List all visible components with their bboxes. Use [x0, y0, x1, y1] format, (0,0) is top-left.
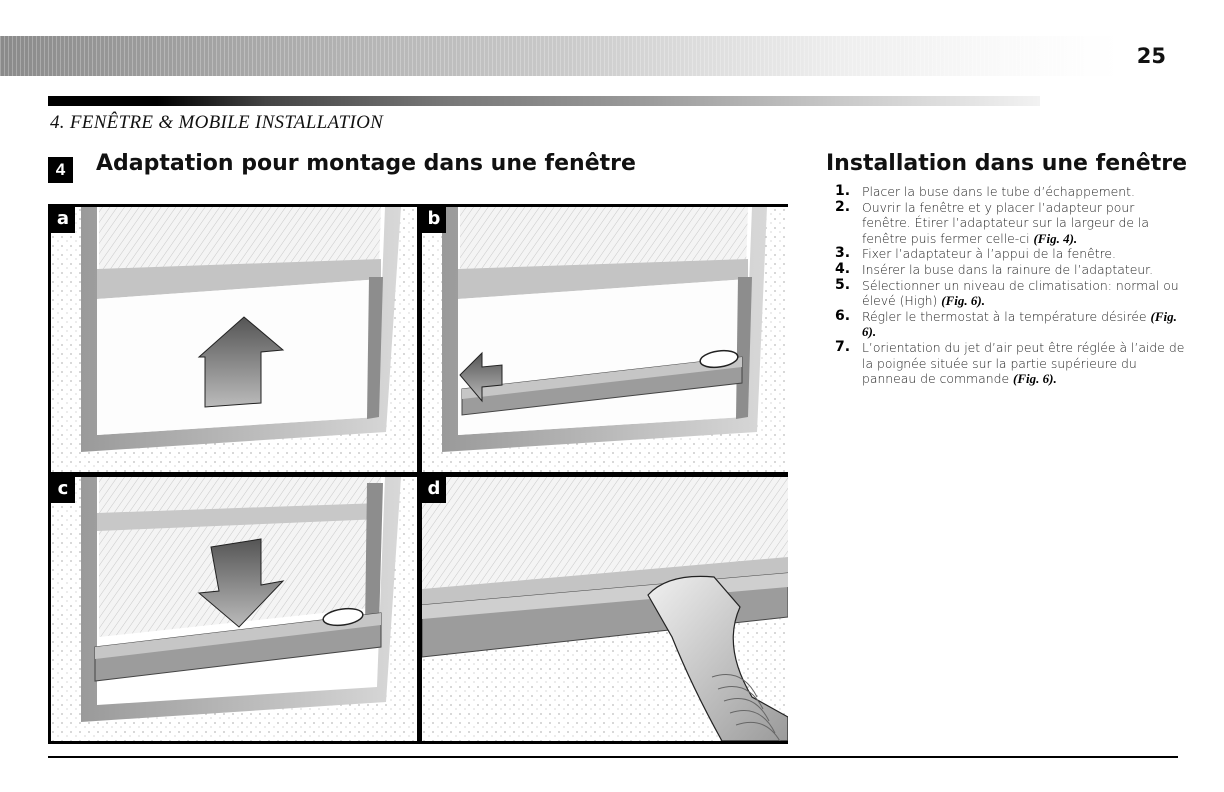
- panel-label-b: b: [422, 207, 446, 233]
- panel-label-d: d: [422, 477, 446, 503]
- step-item: 3. Fixer l’adaptateur à l’appui de la fenêtre.: [835, 245, 1116, 262]
- step-item: 7. L’orientation du jet d’air peut être réglée à l’aide de la poignée située sur la partie supérieure du panneau de commande (Fig. 6).: [835, 338, 1185, 387]
- step-badge: 4: [48, 157, 73, 183]
- window-illustration-d: [422, 477, 788, 741]
- header-band: [0, 36, 1120, 76]
- step-item: 1. Placer la buse dans le tube d’échappement.: [835, 183, 1135, 199]
- step-item: 5. Sélectionner un niveau de climatisation: normal ou élevé (High) (Fig. 6).: [835, 276, 1179, 309]
- panel-c: [51, 477, 417, 741]
- step-item: 6. Régler le thermostat à la température désirée (Fig. 6).: [835, 307, 1177, 340]
- panel-a: [51, 207, 417, 472]
- window-illustration-b: [422, 207, 788, 472]
- right-heading: Installation dans une fenêtre: [826, 151, 1188, 176]
- panel-label-a: a: [51, 207, 75, 233]
- window-illustration-a: [51, 207, 417, 472]
- section-rule: [48, 96, 1040, 106]
- window-illustration-c: [51, 477, 417, 741]
- section-title: 4. FENÊTRE & MOBILE INSTALLATION: [50, 112, 384, 133]
- bottom-rule: [48, 756, 1178, 758]
- panel-b: [422, 207, 788, 472]
- step-item: 2. Ouvrir la fenêtre et y placer l’adapteur pour fenêtre. Étirer l’adaptateur sur la largeur de la fenêtre puis fermer celle-ci (Fig. 4).: [835, 198, 1149, 246]
- panel-label-c: c: [51, 477, 75, 503]
- left-heading: Adaptation pour montage dans une fenêtre: [96, 151, 636, 176]
- panel-d: [422, 477, 788, 741]
- installation-steps: [835, 184, 1185, 387]
- page-number: 25: [1136, 44, 1166, 68]
- step-item: 4. Insérer la buse dans la rainure de l’adaptateur.: [835, 260, 1154, 277]
- figure-4: [48, 204, 788, 744]
